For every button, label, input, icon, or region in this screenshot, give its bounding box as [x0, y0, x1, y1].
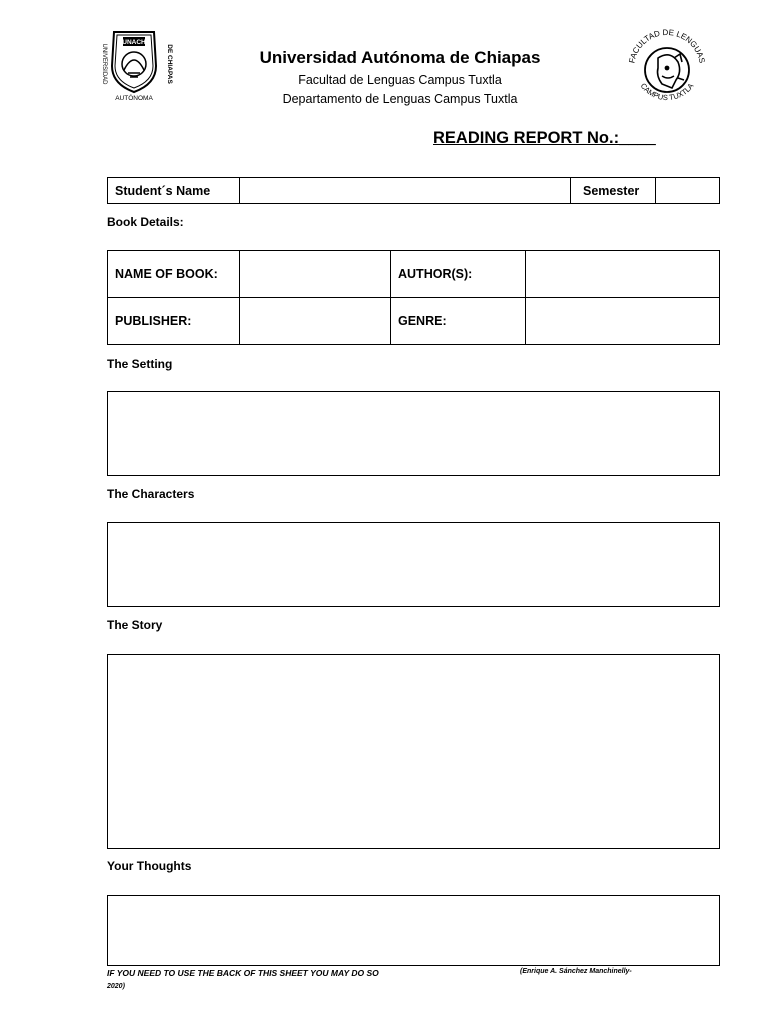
- story-box[interactable]: [107, 654, 720, 849]
- reading-report-title: READING REPORT No.:____: [433, 129, 656, 147]
- author-credit: (Enrique A. Sánchez Manchinelly-: [520, 968, 632, 975]
- facultad-lenguas-logo: [622, 18, 712, 110]
- logo-right-bottom-text: CAMPUS TUXTLA: [638, 81, 696, 103]
- name-of-book-field[interactable]: [240, 251, 391, 298]
- faculty-subtitle: Facultad de Lenguas Campus Tuxtla: [298, 73, 502, 87]
- book-details-table: [107, 250, 720, 345]
- genre-label: GENRE:: [391, 298, 526, 345]
- logo-left-bottom-text: AUTÓNOMA: [115, 95, 153, 102]
- publisher-label: PUBLISHER:: [108, 298, 240, 345]
- student-name-field[interactable]: [240, 178, 571, 204]
- semester-field[interactable]: [656, 178, 720, 204]
- book-details-label: Book Details:: [107, 215, 184, 229]
- name-of-book-label: NAME OF BOOK:: [108, 251, 240, 298]
- back-of-sheet-note: IF YOU NEED TO USE THE BACK OF THIS SHEET YOU MAY DO SO: [107, 968, 379, 978]
- student-info-table: [107, 177, 720, 204]
- logo-right-top-text: FACULTAD DE LENGUAS: [627, 27, 707, 64]
- university-title: Universidad Autónoma de Chiapas: [259, 48, 541, 67]
- setting-label: The Setting: [107, 357, 173, 371]
- student-name-label: Student´s Name: [108, 178, 240, 204]
- authors-label: AUTHOR(S):: [391, 251, 526, 298]
- genre-field[interactable]: [526, 298, 720, 345]
- department-subtitle: Departamento de Lenguas Campus Tuxtla: [282, 92, 518, 106]
- logo-left-top-text: UNACH: [122, 39, 146, 46]
- semester-label: Semester: [571, 178, 656, 204]
- characters-box[interactable]: [107, 522, 720, 607]
- thoughts-label: Your Thoughts: [107, 859, 192, 873]
- svg-text:FACULTAD DE LENGUAS: [627, 28, 706, 64]
- logo-left-side-right-text: DE CHIAPAS: [166, 44, 173, 84]
- publisher-field[interactable]: [240, 298, 391, 345]
- setting-box[interactable]: [107, 391, 720, 476]
- characters-label: The Characters: [107, 487, 195, 501]
- story-label: The Story: [107, 618, 163, 632]
- thoughts-box[interactable]: [107, 895, 720, 966]
- logo-left-side-left-text: UNIVERSIDAD: [101, 43, 107, 85]
- author-credit-year: 2020): [107, 983, 125, 990]
- authors-field[interactable]: [526, 251, 720, 298]
- unach-logo: [94, 26, 174, 102]
